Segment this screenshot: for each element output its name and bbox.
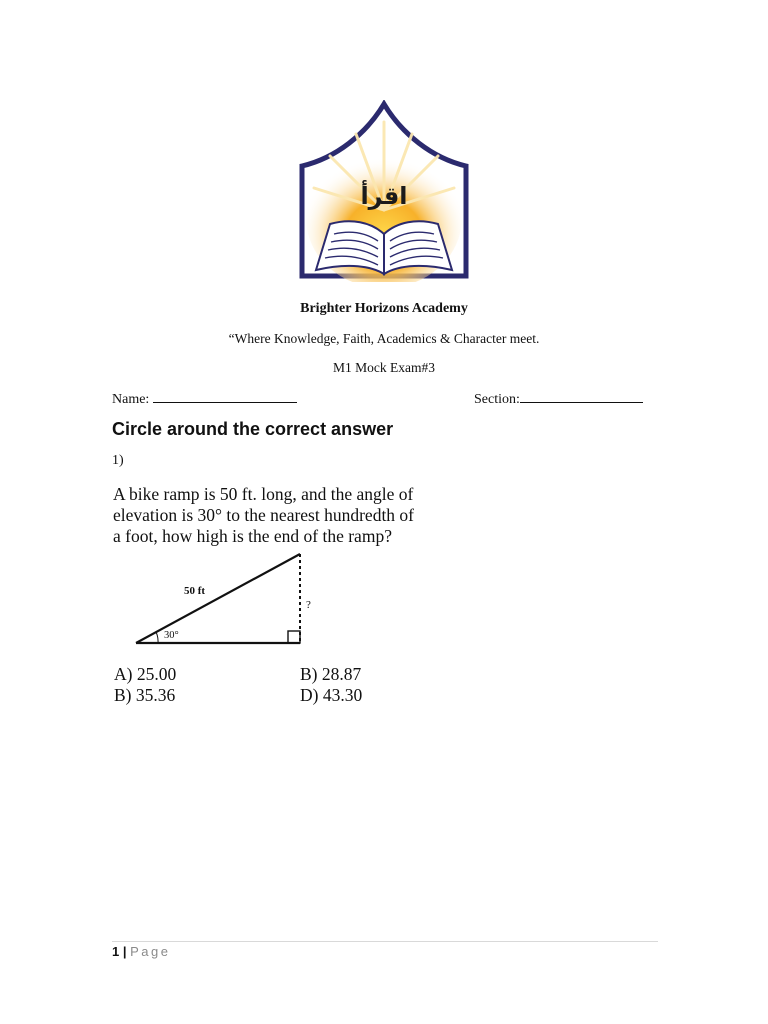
unknown-height-label: ? <box>306 599 311 611</box>
page-number: 1 <box>112 944 120 959</box>
right-angle-marker <box>288 631 300 643</box>
page-word: Page <box>130 944 171 959</box>
section-label: Section: <box>474 392 520 407</box>
logo-arabic-word: اقرأ <box>360 182 408 210</box>
school-motto: “Where Knowledge, Faith, Academics & Character meet. <box>228 331 540 346</box>
question-number: 1) <box>112 453 124 468</box>
name-label: Name: <box>112 392 150 407</box>
answer-choice-c[interactable]: B) 35.36 <box>114 685 176 705</box>
question-text: A bike ramp is 50 ft. long, and the angle of elevation is 30° to the nearest hundredth of a foot, how high is the end of the ramp? <box>113 484 415 546</box>
section-field <box>474 390 643 408</box>
angle-arc <box>156 632 158 643</box>
triangle-hypotenuse <box>136 554 300 643</box>
page-footer <box>112 944 171 959</box>
ramp-triangle-figure <box>122 552 402 652</box>
footer-separator: | <box>122 944 127 959</box>
footer-divider <box>112 941 658 942</box>
school-name: Brighter Horizons Academy <box>300 301 468 316</box>
instruction-heading: Circle around the correct answer <box>112 419 394 439</box>
academy-logo <box>296 100 472 282</box>
hypotenuse-label: 50 ft <box>184 585 206 597</box>
name-field <box>112 390 297 408</box>
angle-label: 30° <box>164 630 179 641</box>
name-blank-line[interactable] <box>153 390 297 403</box>
exam-title: M1 Mock Exam#3 <box>333 360 435 375</box>
section-blank-line[interactable] <box>520 390 643 403</box>
answer-choice-b[interactable]: B) 28.87 <box>300 664 362 684</box>
answer-choice-d[interactable]: D) 43.30 <box>300 685 363 705</box>
answer-choice-a[interactable]: A) 25.00 <box>114 664 177 684</box>
